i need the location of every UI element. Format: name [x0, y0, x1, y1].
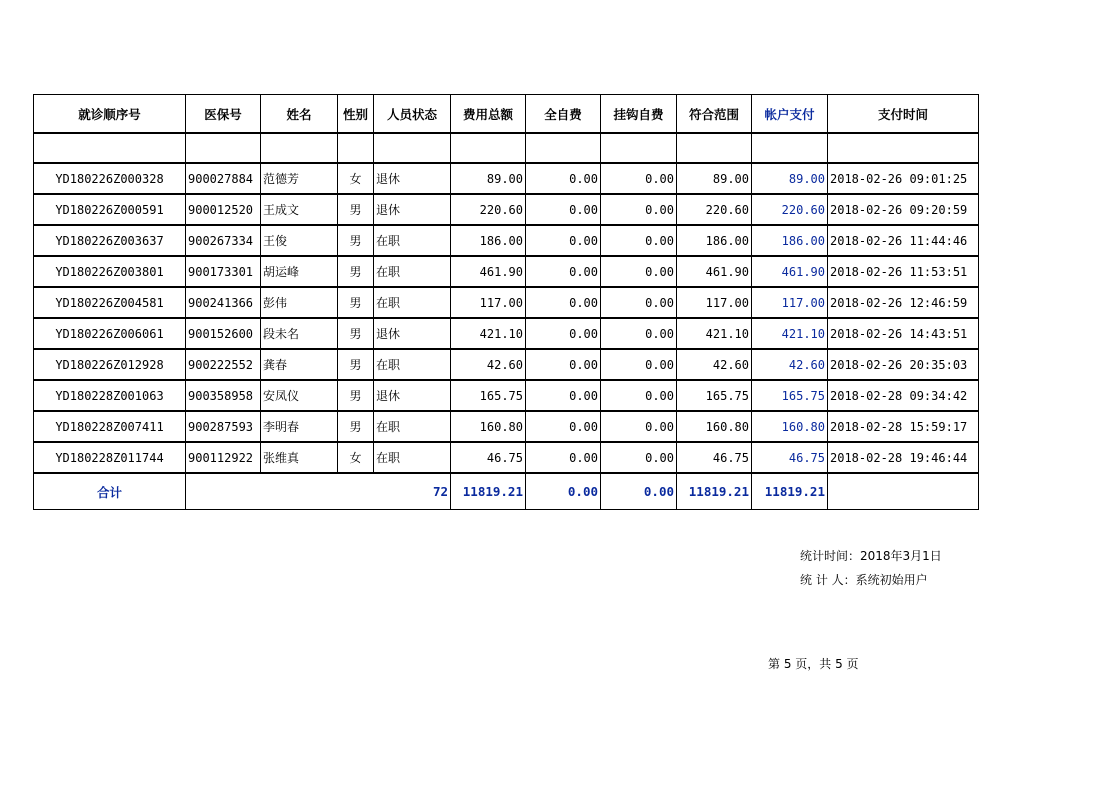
pay-time-cell: 2018-02-26 20:35:03 — [828, 349, 979, 380]
gender-cell: 女 — [338, 442, 374, 473]
pay-time-cell: 2018-02-28 09:34:42 — [828, 380, 979, 411]
linked-self-pay-cell: 0.00 — [601, 380, 677, 411]
table-row — [34, 318, 979, 349]
total-row — [34, 473, 979, 510]
name-cell: 段未名 — [261, 318, 338, 349]
linked-self-pay-cell: 0.00 — [601, 163, 677, 194]
name-cell: 胡运峰 — [261, 256, 338, 287]
status-cell: 退休 — [374, 318, 451, 349]
linked-self-pay-cell: 0.00 — [601, 349, 677, 380]
status-cell: 在职 — [374, 256, 451, 287]
self-pay-cell: 0.00 — [526, 411, 601, 442]
in-scope-cell: 220.60 — [677, 194, 752, 225]
total-self-pay: 0.00 — [526, 473, 601, 510]
status-cell: 在职 — [374, 442, 451, 473]
fee-total-cell: 421.10 — [451, 318, 526, 349]
account-pay-cell: 165.75 — [752, 380, 828, 411]
visit-seq-cell: YD180226Z000328 — [34, 163, 186, 194]
insurance-no-cell: 900358958 — [186, 380, 261, 411]
page-indicator: 第 5 页，共 5 页 — [768, 657, 859, 671]
table-row — [34, 163, 979, 194]
self-pay-cell: 0.00 — [526, 287, 601, 318]
self-pay-cell: 0.00 — [526, 380, 601, 411]
visit-seq-cell: YD180226Z012928 — [34, 349, 186, 380]
in-scope-cell: 421.10 — [677, 318, 752, 349]
pay-time-cell: 2018-02-26 14:43:51 — [828, 318, 979, 349]
name-cell: 王成文 — [261, 194, 338, 225]
settlement-table — [33, 94, 979, 510]
in-scope-cell: 46.75 — [677, 442, 752, 473]
pay-time-cell: 2018-02-26 11:53:51 — [828, 256, 979, 287]
status-cell: 退休 — [374, 380, 451, 411]
visit-seq-cell: YD180226Z000591 — [34, 194, 186, 225]
stat-person: 统 计 人：系统初始用户 — [800, 573, 928, 587]
col-header-pay-time: 支付时间 — [828, 95, 979, 134]
total-count: 72 — [186, 473, 451, 510]
visit-seq-cell: YD180226Z004581 — [34, 287, 186, 318]
linked-self-pay-cell: 0.00 — [601, 411, 677, 442]
col-header-insurance-no: 医保号 — [186, 95, 261, 134]
self-pay-cell: 0.00 — [526, 318, 601, 349]
name-cell: 李明春 — [261, 411, 338, 442]
insurance-no-cell: 900222552 — [186, 349, 261, 380]
pay-time-cell: 2018-02-26 09:20:59 — [828, 194, 979, 225]
name-cell: 范德芳 — [261, 163, 338, 194]
pay-time-cell: 2018-02-28 19:46:44 — [828, 442, 979, 473]
self-pay-cell: 0.00 — [526, 194, 601, 225]
total-account-pay: 11819.21 — [752, 473, 828, 510]
in-scope-cell: 117.00 — [677, 287, 752, 318]
table-header-row — [34, 95, 979, 134]
in-scope-cell: 186.00 — [677, 225, 752, 256]
insurance-no-cell: 900267334 — [186, 225, 261, 256]
gender-cell: 男 — [338, 287, 374, 318]
pay-time-cell: 2018-02-26 11:44:46 — [828, 225, 979, 256]
linked-self-pay-cell: 0.00 — [601, 225, 677, 256]
visit-seq-cell: YD180226Z006061 — [34, 318, 186, 349]
account-pay-cell: 117.00 — [752, 287, 828, 318]
linked-self-pay-cell: 0.00 — [601, 256, 677, 287]
status-cell: 在职 — [374, 225, 451, 256]
col-header-fee-total: 费用总额 — [451, 95, 526, 134]
gender-cell: 男 — [338, 194, 374, 225]
col-header-name: 姓名 — [261, 95, 338, 134]
pay-time-cell: 2018-02-28 15:59:17 — [828, 411, 979, 442]
linked-self-pay-cell: 0.00 — [601, 442, 677, 473]
insurance-no-cell: 900112922 — [186, 442, 261, 473]
insurance-no-cell: 900173301 — [186, 256, 261, 287]
gender-cell: 男 — [338, 318, 374, 349]
fee-total-cell: 46.75 — [451, 442, 526, 473]
table-row — [34, 256, 979, 287]
status-cell: 退休 — [374, 163, 451, 194]
total-empty-cell — [828, 473, 979, 510]
table-row — [34, 442, 979, 473]
linked-self-pay-cell: 0.00 — [601, 194, 677, 225]
name-cell: 安凤仪 — [261, 380, 338, 411]
pay-time-cell: 2018-02-26 09:01:25 — [828, 163, 979, 194]
fee-total-cell: 42.60 — [451, 349, 526, 380]
insurance-no-cell: 900027884 — [186, 163, 261, 194]
total-in-scope: 11819.21 — [677, 473, 752, 510]
col-header-self-pay: 全自费 — [526, 95, 601, 134]
in-scope-cell: 160.80 — [677, 411, 752, 442]
col-header-in-scope: 符合范围 — [677, 95, 752, 134]
in-scope-cell: 89.00 — [677, 163, 752, 194]
name-cell: 王俊 — [261, 225, 338, 256]
fee-total-cell: 220.60 — [451, 194, 526, 225]
fee-total-cell: 160.80 — [451, 411, 526, 442]
table-row — [34, 194, 979, 225]
status-cell: 在职 — [374, 411, 451, 442]
account-pay-cell: 46.75 — [752, 442, 828, 473]
account-pay-cell: 421.10 — [752, 318, 828, 349]
stat-time: 统计时间：2018年3月1日 — [800, 549, 942, 563]
pay-time-cell: 2018-02-26 12:46:59 — [828, 287, 979, 318]
col-header-visit-seq: 就诊顺序号 — [34, 95, 186, 134]
total-linked-self-pay: 0.00 — [601, 473, 677, 510]
name-cell: 龚春 — [261, 349, 338, 380]
insurance-no-cell: 900241366 — [186, 287, 261, 318]
in-scope-cell: 165.75 — [677, 380, 752, 411]
status-cell: 退休 — [374, 194, 451, 225]
self-pay-cell: 0.00 — [526, 256, 601, 287]
fee-total-cell: 117.00 — [451, 287, 526, 318]
blank-row — [34, 133, 979, 163]
gender-cell: 男 — [338, 349, 374, 380]
in-scope-cell: 461.90 — [677, 256, 752, 287]
insurance-no-cell: 900012520 — [186, 194, 261, 225]
fee-total-cell: 461.90 — [451, 256, 526, 287]
fee-total-cell: 165.75 — [451, 380, 526, 411]
col-header-status: 人员状态 — [374, 95, 451, 134]
fee-total-cell: 186.00 — [451, 225, 526, 256]
self-pay-cell: 0.00 — [526, 163, 601, 194]
name-cell: 彭伟 — [261, 287, 338, 318]
insurance-no-cell: 900152600 — [186, 318, 261, 349]
gender-cell: 男 — [338, 256, 374, 287]
col-header-gender: 性别 — [338, 95, 374, 134]
visit-seq-cell: YD180226Z003801 — [34, 256, 186, 287]
col-header-linked-self-pay: 挂钩自费 — [601, 95, 677, 134]
account-pay-cell: 89.00 — [752, 163, 828, 194]
account-pay-cell: 461.90 — [752, 256, 828, 287]
account-pay-cell: 160.80 — [752, 411, 828, 442]
visit-seq-cell: YD180226Z003637 — [34, 225, 186, 256]
self-pay-cell: 0.00 — [526, 225, 601, 256]
linked-self-pay-cell: 0.00 — [601, 287, 677, 318]
name-cell: 张维真 — [261, 442, 338, 473]
table-row — [34, 411, 979, 442]
table-row — [34, 349, 979, 380]
table-row — [34, 225, 979, 256]
account-pay-cell: 220.60 — [752, 194, 828, 225]
insurance-no-cell: 900287593 — [186, 411, 261, 442]
status-cell: 在职 — [374, 349, 451, 380]
visit-seq-cell: YD180228Z007411 — [34, 411, 186, 442]
gender-cell: 男 — [338, 380, 374, 411]
total-label: 合计 — [34, 473, 186, 510]
total-fee: 11819.21 — [451, 473, 526, 510]
table-row — [34, 380, 979, 411]
self-pay-cell: 0.00 — [526, 349, 601, 380]
visit-seq-cell: YD180228Z011744 — [34, 442, 186, 473]
status-cell: 在职 — [374, 287, 451, 318]
account-pay-cell: 42.60 — [752, 349, 828, 380]
gender-cell: 女 — [338, 163, 374, 194]
linked-self-pay-cell: 0.00 — [601, 318, 677, 349]
gender-cell: 男 — [338, 225, 374, 256]
col-header-account-pay: 帐户支付 — [752, 95, 828, 134]
fee-total-cell: 89.00 — [451, 163, 526, 194]
account-pay-cell: 186.00 — [752, 225, 828, 256]
self-pay-cell: 0.00 — [526, 442, 601, 473]
gender-cell: 男 — [338, 411, 374, 442]
in-scope-cell: 42.60 — [677, 349, 752, 380]
table-row — [34, 287, 979, 318]
visit-seq-cell: YD180228Z001063 — [34, 380, 186, 411]
